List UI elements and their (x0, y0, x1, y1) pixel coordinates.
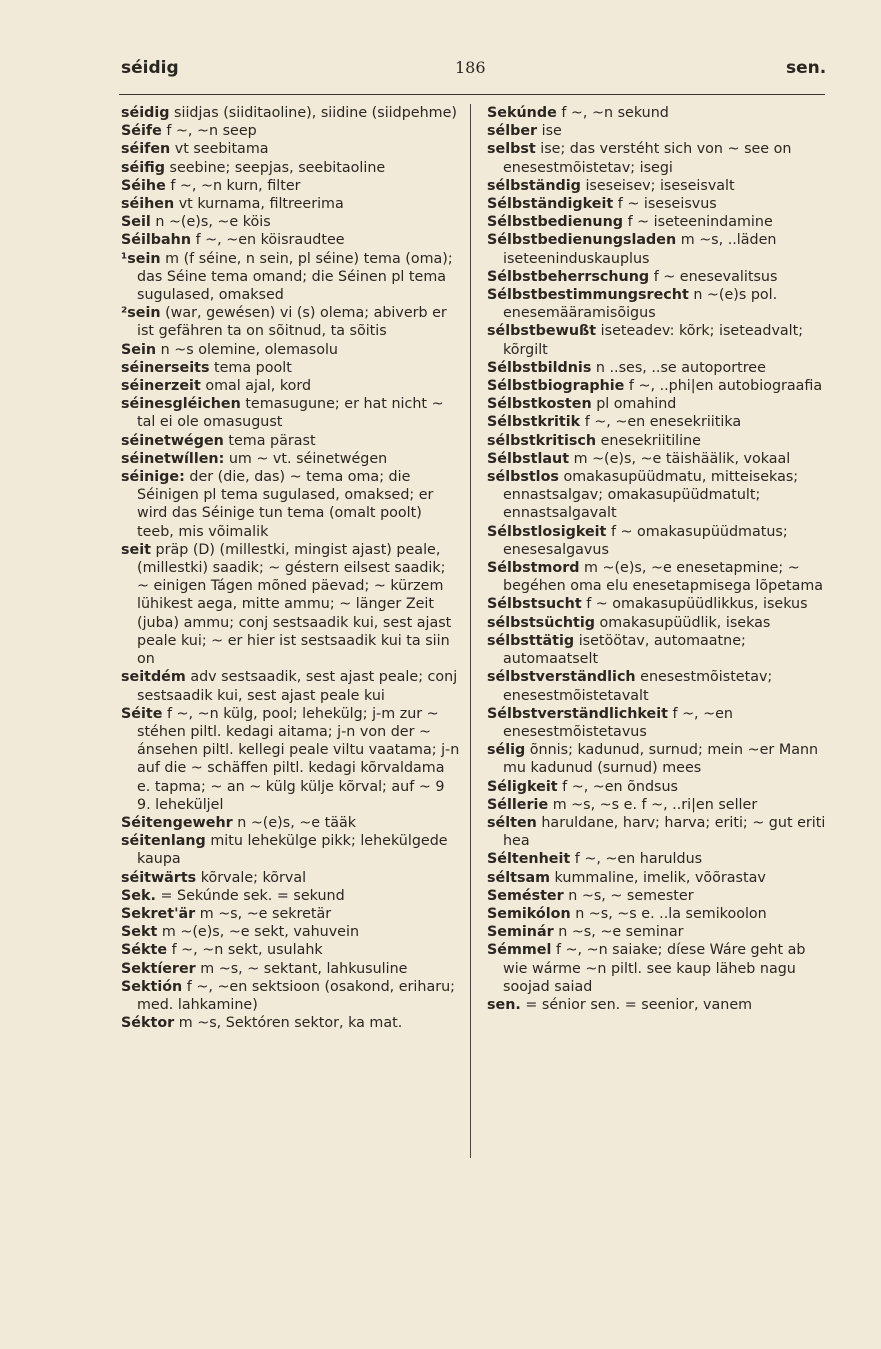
dictionary-entry (487, 468, 827, 523)
dictionary-entry (487, 705, 827, 741)
entry-headword: Séilbahn (121, 232, 192, 249)
entry-headword: séinerzeit (121, 378, 201, 395)
dictionary-entry (487, 286, 827, 322)
dictionary-entry (121, 978, 461, 1014)
page-number: 186 (455, 58, 486, 77)
entry-headword: Sélbstbildnis (487, 359, 592, 376)
dictionary-entry (487, 614, 827, 632)
entry-headword: Sektíerer (121, 960, 196, 977)
entry-definition: m ~s, Sektóren sektor, ka mat. (178, 1015, 403, 1032)
entry-headword: sélig (487, 742, 526, 759)
dictionary-entry (121, 140, 461, 158)
entry-definition: n ~(e)s pol. enesemääramisõigus (503, 287, 778, 322)
dictionary-entry (121, 231, 461, 249)
dictionary-entry (121, 377, 461, 395)
dictionary-entry (121, 832, 461, 868)
entry-headword: Semikólon (487, 905, 571, 922)
dictionary-entry (121, 905, 461, 923)
entry-definition: m ~s, ..läden iseteeninduskauplus (503, 232, 777, 267)
entry-headword: Sélbstbeherrschung (487, 268, 650, 285)
entry-headword: Sélbstbedienung (487, 214, 624, 231)
entry-definition: kõrvale; kõrval (200, 869, 307, 886)
entry-headword: séinetwégen (121, 432, 224, 449)
dictionary-entry (487, 122, 827, 140)
dictionary-entry (121, 432, 461, 450)
left-column (121, 104, 461, 1032)
entry-headword: Séite (121, 705, 163, 722)
entry-headword: Seméster (487, 887, 564, 904)
entry-definition: iseseisev; iseseisvalt (585, 177, 735, 194)
dictionary-entry (121, 1014, 461, 1032)
entry-headword: sélten (487, 814, 537, 831)
dictionary-entry (121, 468, 461, 541)
dictionary-entry (121, 941, 461, 959)
entry-headword: Sélbstkosten (487, 396, 592, 413)
dictionary-entry (121, 159, 461, 177)
entry-definition: vt seebitama (174, 141, 269, 158)
entry-definition: m ~(e)s, ~e täishäälik, vokaal (573, 450, 791, 467)
entry-headword: Sélbstlaut (487, 450, 570, 467)
dictionary-entry (121, 304, 461, 340)
right-column (487, 104, 827, 1014)
dictionary-entry (121, 359, 461, 377)
entry-definition: m ~(e)s, ~e enesetapmine; ~ begéhen oma elu enesetapmisega lõpetama (503, 560, 824, 595)
entry-definition: f ~, ~en enesekriitika (584, 414, 742, 431)
header-rule (119, 94, 825, 95)
entry-headword: seit (121, 541, 151, 558)
entry-definition: f ~ enesevalitsus (653, 268, 778, 285)
entry-definition: f ~ omakasupüüdmatus; enesesalgavus (503, 523, 788, 558)
entry-headword: Sékte (121, 942, 168, 959)
dictionary-entry (121, 869, 461, 887)
entry-headword: sen. (487, 996, 521, 1013)
entry-definition: n ~s, ~e seminar (558, 924, 684, 941)
entry-definition: n ~(e)s, ~e tääk (237, 814, 357, 831)
entry-headword: Sekret'är (121, 905, 196, 922)
entry-definition: enesekriitiline (600, 432, 701, 449)
entry-definition: f ~, ~en köisraudtee (195, 232, 345, 249)
entry-definition: f ~, ~n sekt, usulahk (171, 942, 323, 959)
entry-definition: (war, gewésen) vi (s) olema; abiverb er ist gefähren ta on sõitnud, ta sõitis (137, 305, 447, 340)
entry-headword: séitwärts (121, 869, 197, 886)
entry-headword: séinesgléichen (121, 396, 241, 413)
dictionary-entry (121, 705, 461, 814)
entry-headword: séinetwíllen: (121, 450, 225, 467)
entry-definition: vt kurnama, filtreerima (178, 196, 344, 213)
entry-headword: séinige: (121, 469, 185, 486)
entry-definition: um ~ vt. séinetwégen (228, 450, 388, 467)
dictionary-entry (487, 177, 827, 195)
dictionary-entry (487, 778, 827, 796)
entry-headword: Sélbstbestimmungsrecht (487, 287, 689, 304)
entry-headword: Sélbstmord (487, 560, 580, 577)
entry-definition: f ~, ~en sektsioon (osakond, eriharu; med. lahkamine) (137, 978, 455, 1013)
dictionary-entry (121, 213, 461, 231)
entry-definition: f ~ iseteenindamine (627, 214, 773, 231)
entry-definition: m (f séine, n sein, pl séine) tema (oma); das Séine tema omand; die Séinen pl tema sugulased, omaksed (137, 250, 453, 304)
entry-definition: n ..ses, ..se autoportree (595, 359, 766, 376)
entry-definition: temasugune; er hat nicht ~ tal ei ole omasugust (137, 396, 444, 431)
entry-definition: f ~, ~n kurn, filter (170, 177, 301, 194)
dictionary-entry (121, 104, 461, 122)
dictionary-entry (487, 395, 827, 413)
entry-headword: Séihe (121, 177, 166, 194)
dictionary-entry (487, 413, 827, 431)
dictionary-entry (121, 177, 461, 195)
entry-headword: sélbstsüchtig (487, 614, 595, 631)
dictionary-entry (121, 341, 461, 359)
entry-headword: Seil (121, 214, 151, 231)
dictionary-entry (487, 140, 827, 176)
entry-definition: seebine; seepjas, seebitaoline (169, 159, 386, 176)
entry-headword: sélbstlos (487, 469, 559, 486)
dictionary-entry (121, 923, 461, 941)
entry-definition: õnnis; kadunud, surnud; mein ~er Mann mu kadunud (surnud) mees (503, 742, 819, 777)
dictionary-entry (487, 377, 827, 395)
dictionary-entry (121, 395, 461, 431)
dictionary-entry (487, 231, 827, 267)
entry-headword: Séltenheit (487, 851, 571, 868)
entry-definition: n ~(e)s, ~e köis (155, 214, 271, 231)
entry-headword: sélbstverständlich (487, 669, 636, 686)
entry-definition: mitu lehekülge pikk; lehekülgede kaupa (137, 833, 448, 868)
entry-headword: seitdém (121, 669, 186, 686)
entry-definition: f ~, ~n sekund (561, 105, 669, 121)
dictionary-entry (121, 122, 461, 140)
entry-headword: séitenlang (121, 833, 206, 850)
entry-definition: f ~ iseseisvus (617, 196, 717, 213)
entry-definition: f ~, ~n saiake; díese Wáre geht ab wie wárme ~n piltl. see kaup läheb nagu soojad saiad (503, 942, 806, 995)
entry-headword: Sélbstlosigkeit (487, 523, 607, 540)
entry-headword: Séife (121, 123, 162, 140)
dictionary-entry (487, 595, 827, 613)
entry-headword: ¹sein (121, 250, 161, 267)
entry-headword: Sein (121, 341, 157, 358)
entry-definition: f ~, ~n seep (166, 123, 257, 140)
column-divider (470, 104, 471, 1158)
entry-headword: sélbständig (487, 177, 581, 194)
dictionary-entry (487, 432, 827, 450)
dictionary-entry (487, 850, 827, 868)
entry-definition: = Sekúnde sek. = sekund (160, 887, 345, 904)
entry-definition: n ~s, ~ semester (568, 887, 694, 904)
entry-definition: = sénior sen. = seenior, vanem (525, 996, 753, 1013)
entry-definition: m ~(e)s, ~e sekt, vahuvein (161, 924, 360, 941)
entry-headword: Sémmel (487, 942, 552, 959)
entry-definition: tema poolt (214, 359, 292, 376)
entry-headword: sélber (487, 123, 538, 140)
entry-definition: isetöötav, automaatne; automaatselt (503, 632, 746, 668)
entry-definition: ise (541, 123, 562, 140)
entry-headword: Sélbstsucht (487, 596, 582, 613)
dictionary-entry (487, 104, 827, 122)
entry-definition: f ~, ..phi|en autobiograafia (628, 378, 823, 395)
entry-headword: Sélbstverständlichkeit (487, 705, 668, 722)
entry-headword: Sek. (121, 887, 156, 904)
dictionary-entry (121, 541, 461, 668)
entry-headword: séifig (121, 159, 165, 176)
entry-headword: séihen (121, 196, 175, 213)
dictionary-entry (487, 268, 827, 286)
entry-headword: séidig (121, 105, 170, 121)
entry-headword: sélbstbewußt (487, 323, 597, 340)
entry-definition: iseteadev: kõrk; iseteadvalt; kõrgilt (503, 323, 804, 358)
entry-definition: adv sestsaadik, sest ajast peale; conj sestsaadik kui, sest ajast peale kui (137, 669, 458, 704)
entry-definition: f ~, ~n külg, pool; lehekülg; j-m zur ~ stéhen piltl. kedagi aitama; j-n von der ~ ánsehen piltl. kellegi peale viltu vaatama; j-n auf die ~ schäffen piltl. kedagi kõrvaldama e. tapma; ~ an ~ külg külje kõrval; auf ~ 9 9. leheküljel (137, 705, 460, 813)
entry-definition: n ~s olemine, olemasolu (160, 341, 338, 358)
entry-headword: Séligkeit (487, 778, 558, 795)
dictionary-entry (487, 195, 827, 213)
dictionary-entry (487, 996, 827, 1014)
dictionary-entry (487, 923, 827, 941)
dictionary-entry (487, 905, 827, 923)
entry-headword: Sélbstbiographie (487, 378, 625, 395)
dictionary-entry (487, 796, 827, 814)
dictionary-entry (121, 668, 461, 704)
dictionary-entry (487, 450, 827, 468)
entry-headword: séinerseits (121, 359, 210, 376)
entry-definition: omakasupüüdmatu, mitteisekas; ennastsalgav; omakasupüüdmatult; ennastsalgavalt (503, 469, 799, 522)
dictionary-entry (487, 668, 827, 704)
entry-definition: enesestmõistetav; enesestmõistetavalt (503, 669, 773, 704)
entry-headword: Sélbständigkeit (487, 196, 614, 213)
entry-definition: m ~s, ~e sekretär (199, 905, 332, 922)
entry-definition: der (die, das) ~ tema oma; die Séinigen pl tema sugulased, omaksed; er wird das Séinige tun tema (omalt poolt) teeb, mis võimalik (137, 469, 434, 540)
running-head-left: séidig (121, 58, 179, 78)
entry-headword: Séitengewehr (121, 814, 233, 831)
dictionary-entry (487, 322, 827, 358)
dictionary-entry (121, 814, 461, 832)
dictionary-entry (121, 960, 461, 978)
entry-headword: sélbstkritisch (487, 432, 597, 449)
dictionary-entry (121, 195, 461, 213)
dictionary-entry (487, 213, 827, 231)
entry-headword: selbst (487, 141, 536, 158)
entry-definition: tema pärast (228, 432, 316, 449)
dictionary-entry (487, 359, 827, 377)
entry-definition: siidjas (siiditaoline), siidine (siidpehme) (174, 105, 457, 121)
entry-definition: präp (D) (millestki, mingist ajast) peale, (millestki) saadik; ~ géstern eilsest saadik; ~ einigen Tágen mõned päevad; ~ kürzem lühikest aega, mitte ammu; ~ länger Zeit (juba) ammu; conj sestsaadik kui, sest ajast peale kui; ~ er hier ist sestsaadik kui ta siin on (137, 541, 452, 668)
dictionary-entry (487, 632, 827, 668)
dictionary-entry (121, 450, 461, 468)
dictionary-entry (487, 523, 827, 559)
entry-definition: haruldane, harv; harva; eriti; ~ gut eriti hea (503, 814, 826, 850)
entry-headword: sélbsttätig (487, 632, 575, 649)
entry-definition: m ~s, ~ sektant, lahkusuline (200, 960, 408, 977)
entry-definition: pl omahind (596, 396, 677, 413)
entry-definition: f ~, ~en õndsus (562, 778, 679, 795)
entry-headword: Seminár (487, 924, 554, 941)
entry-definition: n ~s, ~s e. ..la semikoolon (575, 905, 767, 922)
dictionary-entry (121, 887, 461, 905)
entry-headword: séltsam (487, 869, 550, 886)
entry-headword: Séllerie (487, 796, 549, 813)
entry-headword: Sektión (121, 978, 183, 995)
entry-headword: Sélbstbedienungsladen (487, 232, 677, 249)
entry-headword: Séktor (121, 1015, 175, 1032)
running-head-right: sen. (786, 58, 827, 78)
dictionary-entry (487, 869, 827, 887)
entry-headword: Sélbstkritik (487, 414, 581, 431)
dictionary-entry (487, 741, 827, 777)
entry-definition: ise; das verstéht sich von ~ see on enesestmõistetav; isegi (503, 141, 792, 176)
entry-definition: f ~, ~en haruldus (574, 851, 703, 868)
entry-definition: m ~s, ~s e. f ~, ..ri|en seller (552, 796, 758, 813)
entry-definition: kummaline, imelik, võõrastav (554, 869, 766, 886)
dictionary-entry (487, 887, 827, 905)
dictionary-entry (487, 814, 827, 850)
entry-headword: séifen (121, 141, 171, 158)
dictionary-entry (487, 941, 827, 996)
entry-definition: omal ajal, kord (205, 378, 312, 395)
dictionary-entry (121, 250, 461, 305)
entry-headword: ²sein (121, 305, 161, 322)
entry-definition: omakasupüüdlik, isekas (599, 614, 771, 631)
entry-headword: Sekúnde (487, 105, 557, 121)
entry-headword: Sekt (121, 924, 158, 941)
entry-definition: f ~, ~en enesestmõistetavus (503, 705, 733, 740)
dictionary-entry (487, 559, 827, 595)
entry-definition: f ~ omakasupüüdlikkus, isekus (586, 596, 808, 613)
